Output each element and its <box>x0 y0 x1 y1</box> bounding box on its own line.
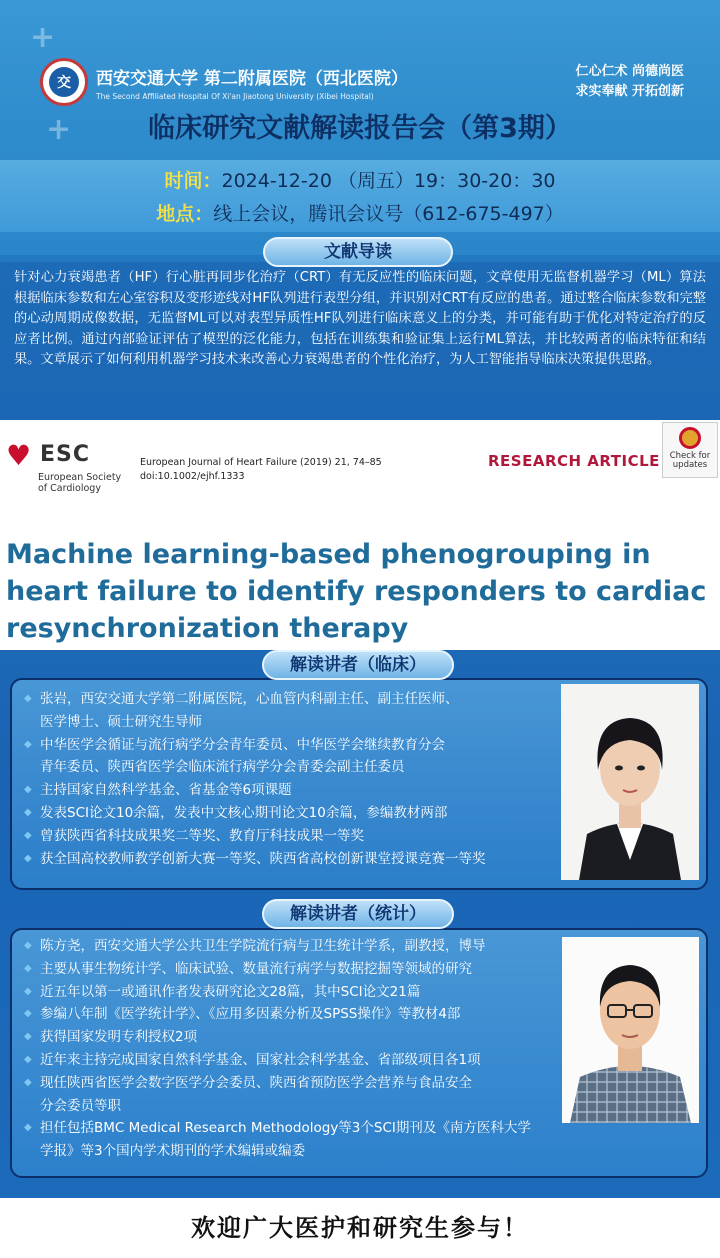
bio-item <box>24 848 564 871</box>
hospital-emblem-icon: 交 <box>40 58 88 106</box>
esc-name: ESC <box>40 442 91 467</box>
esc-subtitle <box>38 472 121 494</box>
page-title: 临床研究文献解读报告会（第3期） <box>148 113 572 144</box>
bio-item <box>24 1026 564 1049</box>
hospital-logo <box>40 58 408 106</box>
bio-item-line: ◆ 主要从事生物统计学、临床试验、数量流行病学与数据挖掘等领域的研究 <box>40 960 472 977</box>
hospital-motto <box>575 62 684 102</box>
esc-sub-line: of Cardiology <box>38 483 101 494</box>
bio-item <box>24 1003 564 1026</box>
bio-item-line: 医学博士、硕士研究生导师 <box>40 713 202 730</box>
bio-item-line: ◆ 参编八年制《医学统计学》、《应用多因素分析及SPSS操作》等教材4部 <box>40 1006 461 1023</box>
bio-item <box>24 779 564 802</box>
motto-line: 仁心仁术 尚德尚医 <box>575 64 684 79</box>
bio-item-line: ◆ 陈方尧，西安交通大学公共卫生学院流行病与卫生统计学系，副教授，博导 <box>40 938 486 954</box>
hospital-name-cn: 西安交通大学 第二附属医院（西北医院） <box>96 68 408 89</box>
bio-item-line: ◆ 近五年以第一或通讯作者发表研究论文28篇，其中SCI论文21篇 <box>40 983 421 1000</box>
event-place <box>0 199 720 226</box>
bio-item <box>24 825 564 848</box>
bio-item-line: 青年委员、陕西省医学会临床流行病学分会青委会副主任委员 <box>40 759 405 776</box>
article-type: RESEARCH ARTICLE <box>488 452 660 470</box>
motto-line: 求实奉献 开拓创新 <box>575 84 684 99</box>
place-value: 线上会议，腾讯会议号（612-675-497） <box>213 203 564 225</box>
bio-item-line: ◆ 张岩，西安交通大学第二附属医院，心血管内科副主任、副主任医师、 <box>40 691 459 707</box>
bio-item <box>24 935 564 958</box>
speaker-stat-photo <box>562 937 699 1123</box>
esc-logo <box>6 439 91 472</box>
bio-item-line: ◆ 获全国高校教师教学创新大赛一等奖、陕西省高校创新课堂授课竞赛一等奖 <box>40 850 486 867</box>
bookmark-icon <box>679 427 701 449</box>
esc-sub-line: European Society <box>38 472 122 483</box>
time-label: 时间： <box>164 170 222 192</box>
bio-item <box>24 1072 564 1118</box>
paper-title-line: heart failure to identify responders to cardiac <box>6 576 707 607</box>
bio-item-line: ◆ 近年来主持完成国家自然科学基金、国家社会科学基金、省部级项目各1项 <box>40 1051 481 1068</box>
speaker-clinical-heading: 解读讲者（临床） <box>262 650 454 680</box>
plus-decoration-icon: + <box>30 20 56 55</box>
bio-item <box>24 1117 564 1163</box>
bio-item <box>24 688 564 734</box>
bio-item <box>24 958 564 981</box>
bio-item <box>24 802 564 825</box>
bio-item-line: ◆ 获得国家发明专利授权2项 <box>40 1029 198 1046</box>
speaker-stat-heading: 解读讲者（统计） <box>262 899 454 929</box>
bio-item-line: ◆ 担任包括BMC Medical Research Methodology等3个SCI期刊及《南方医科大学 <box>40 1120 531 1137</box>
journal-citation <box>140 456 382 484</box>
plus-decoration-icon: + <box>46 112 72 147</box>
check-for-updates-badge <box>662 422 718 478</box>
check-line: updates <box>672 460 708 470</box>
check-line: Check for <box>669 451 711 461</box>
doi-line: doi:10.1002/ejhf.1333 <box>140 471 245 482</box>
bio-item-line: 学报》等3个国内学术期刊的学术编辑或编委 <box>40 1143 306 1160</box>
bio-item-line: ◆ 中华医学会循证与流行病学分会青年委员、中华医学会继续教育分会 <box>40 736 445 753</box>
journal-line: European Journal of Heart Failure (2019) 21, 74–85 <box>140 457 382 468</box>
bio-item-line: ◆ 发表SCI论文10余篇，发表中文核心期刊论文10余篇，参编教材两部 <box>40 804 448 821</box>
bio-item <box>24 1049 564 1072</box>
heart-icon: ♥ <box>6 439 32 472</box>
bio-item-line: 分会委员等职 <box>40 1097 121 1114</box>
paper-title-line: Machine learning-based phenogrouping in <box>6 539 651 570</box>
speaker-clinical-bio <box>24 688 564 870</box>
intro-heading: 文献导读 <box>263 237 453 267</box>
paper-title <box>6 536 706 647</box>
place-label: 地点： <box>156 203 214 225</box>
bio-item <box>24 734 564 780</box>
bio-item-line: ◆ 曾获陕西省科技成果奖二等奖、教育厅科技成果一等奖 <box>40 827 364 844</box>
speaker-stat-bio <box>24 935 564 1163</box>
speaker-clinical-photo <box>561 684 699 880</box>
intro-section <box>0 262 720 420</box>
intro-text: 针对心力衰竭患者（HF）行心脏再同步化治疗（CRT）有无反应性的临床问题，文章使用无监督机器学习（ML）算法根据临床参数和左心室容积及变形迹线对HF队列进行表型分组，并识别对CRT有反应的患者。通过整合临床参数和完整的心动周期成像数据，无监督ML可以对表型异质性HF队列进行临床意义上的分类，并可能有助于优化对特定治疗的反应者比例。通过内部验证评估了模型的泛化能力，包括在训练集和验证集上运行ML算法，并比较两者的临床特征和结果。文章展示了如何利用机器学习技术来改善心力衰竭患者的个性化治疗，为人工智能指导临床决策提供思路。 <box>14 270 706 368</box>
bio-item-line: ◆ 现任陕西省医学会数字医学分会委员、陕西省预防医学会营养与食品安全 <box>40 1074 472 1091</box>
bio-item <box>24 981 564 1004</box>
hospital-name-en: The Second Affiliated Hospital Of Xi'an Jiaotong University (Xibei Hospital) <box>96 91 374 101</box>
paper-title-line: resynchronization therapy <box>6 613 409 644</box>
time-value: 2024-12-20 （周五）19：30-20：30 <box>221 170 556 192</box>
bio-item-line: ◆ 主持国家自然科学基金、省基金等6项课题 <box>40 782 292 799</box>
footer-welcome: 欢迎广大医护和研究生参与！ <box>0 1198 720 1258</box>
event-time <box>0 166 720 193</box>
